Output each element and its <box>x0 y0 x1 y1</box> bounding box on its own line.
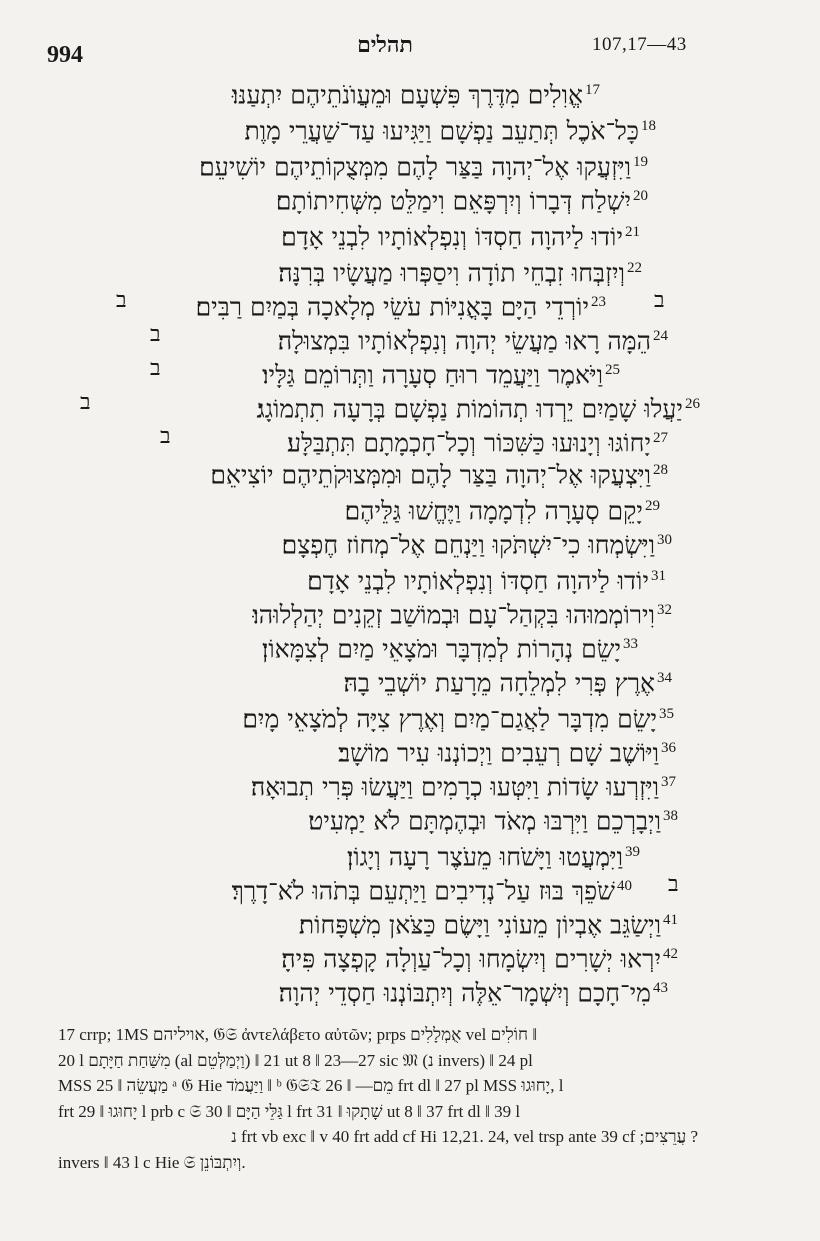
verse-number: 31 <box>651 568 666 584</box>
verse-number: 40 <box>617 878 632 894</box>
running-title: תהלים <box>357 32 413 58</box>
verse-text: יִרְאוּ יְשָׁרִים וְיִשְׂמָחוּ וְכָל־עַוְלָה קָפְצָה פִּיהָ׃ <box>281 944 661 974</box>
verse-number: 17 <box>585 82 600 98</box>
verse-number: 21 <box>625 224 640 240</box>
verse-text: יַעֲלוּ שָׁמַיִם יֵרְדוּ תְהוֹמוֹת נַפְשָׁם בְּרָעָה תִתְמוֹגָג׃ <box>256 394 683 424</box>
verse-number: 33 <box>623 636 638 652</box>
verse-text: כָּל־אֹכֶל תְּתַעֵב נַפְשָׁם וַיַּגִּיעוּ עַד־שַׁעֲרֵי מָוֶת׃ <box>244 116 639 146</box>
verse-text: שֹׁפֵךְ בּוּז עַל־נְדִיבִים וַיַּתְעֵם בְּתֹהוּ לֹא־דָרֶךְ׃ <box>231 876 615 906</box>
page-number: 994 <box>47 42 83 68</box>
verse-number: 38 <box>663 808 678 824</box>
verse-text: יָחוֹגּוּ וְיָנוּעוּ כַּשִּׁכּוֹר וְכָל־חָכְמָתָם תִּתְבַּלָּע׃ <box>287 428 651 458</box>
verse-text: וַיִּשְׂמְחוּ כִי־יִשְׁתֹּקוּ וַיַּנְחֵם אֶל־מְחוֹז חֶפְצָם׃ <box>281 530 655 560</box>
margin-mark: ב <box>160 424 171 449</box>
verse-number: 25 <box>605 362 620 378</box>
verse-number: 23 <box>591 294 606 310</box>
verse-number: 34 <box>657 670 672 686</box>
apparatus-line: 17 crrp; 1MS אויליהם, 𝔊𝔖 ἀντελάβετο αὐτῶν; prps אֻמְלָלִים vel חוֹלִים ‖ <box>58 1025 538 1044</box>
verse-line <box>279 970 668 1011</box>
verse-text: אֱוִלִים מִדֶּרֶךְ פִּשְׁעָם וּמֵעֲוֺנֹתֵיהֶם יִתְעַנּוּ׃ <box>231 80 583 110</box>
verse-number: 41 <box>663 912 678 928</box>
verse-text: יָשֵׂם נְהָרוֹת לְמִדְבָּר וּמֹצָאֵי מַיִם לְצִמָּאוֹן׃ <box>261 634 621 664</box>
verse-text: וַיּוֹשֶׁב שָׁם רְעֵבִים וַיְכוֹנְנוּ עִיר מוֹשָׁב׃ <box>338 738 659 768</box>
apparatus-line: frt יָחוּגוּ ‖ 29 l prb c 𝔖 גַּלֵּי הַיָּם ‖ 30 l frt שָׁתָקוּ ‖ 31 ut 8 ‖ 37 frt dl ‖ 39 l <box>58 1101 521 1121</box>
verse-text: וַיְבָרְכֵם וַיִּרְבּוּ מְאֹד וּבְהֶמְתָּם לֹא יַמְעִיט׃ <box>308 806 661 836</box>
apparatus-line: invers ‖ 43 l c Hie 𝔖 וְיִתְבּוֹנֵן. <box>58 1152 246 1172</box>
verse-number: 37 <box>661 774 676 790</box>
verse-number: 27 <box>653 430 668 446</box>
verse-number: 19 <box>633 154 648 170</box>
chapter-verse-reference: 107,17—43 <box>592 34 687 55</box>
verse-text: יָקֵם סְעָרָה לִדְמָמָה וַיֶּחֱשׁוּ גַּלֵּיהֶם׃ <box>344 496 643 526</box>
verse-number: 18 <box>641 118 656 134</box>
verse-text: וַיֹּאמֶר וַיַּעֲמֵד רוּחַ סְעָרָה וַתְּרוֹמֵם גַּלָּיו׃ <box>262 360 603 390</box>
apparatus-line: MSS מַעֲשֵׂה ‖ 25 ᵃ 𝔊 Hie וַיַּעֲמֹד ‖ ᵇ 𝔊𝔖𝔗 מֵם— ‖ 26 frt dl ‖ 27 pl MSS יָחוּגוּ, l <box>58 1076 564 1095</box>
verse-text: וַיִּזְרְעוּ שָׂדוֹת וַיִּטְּעוּ כְרָמִים וַיַּעֲשׂוּ פְּרִי תְבוּאָה׃ <box>250 772 659 802</box>
verse-text: יוֹדוּ לַיהוָה חַסְדּוֹ וְנִפְלְאוֹתָיו לִבְנֵי אָדָם׃ <box>281 222 623 252</box>
verse-number: 42 <box>663 946 678 962</box>
verse-number: 35 <box>659 706 674 722</box>
verse-number: 20 <box>633 188 648 204</box>
verse-text: וִירוֹמְמוּהוּ בִּקְהַל־עָם וּבְמוֹשַׁב זְקֵנִים יְהַלְלוּהוּ׃ <box>252 600 655 630</box>
verse-text: וַיִּצְעֲקוּ אֶל־יְהוָה בַּצַּר לָהֶם וּמִמְּצוּקֹתֵיהֶם יוֹצִיאֵם׃ <box>210 460 651 490</box>
verse-text: יִשְׁלַח דְּבָרוֹ וְיִרְפָּאֵם וִימַלֵּט מִשְּׁחִיתוֹתָם׃ <box>275 186 631 216</box>
verse-number: 43 <box>653 980 668 996</box>
verse-text: יוֹרְדֵי הַיָּם בָּאֳנִיּוֹת עֹשֵׂי מְלָאכָה בְּמַיִם רַבִּים׃ <box>195 292 589 322</box>
verse-text: יוֹדוּ לַיהוָה חַסְדּוֹ וְנִפְלְאוֹתָיו לִבְנֵי אָדָם׃ <box>307 566 649 596</box>
verse-number: 36 <box>661 740 676 756</box>
verse-text: וְיִזְבְּחוּ זִבְחֵי תוֹדָה וִיסַפְּרוּ מַעֲשָׂיו בְּרִנָּה׃ <box>278 258 625 288</box>
verse-text: אֶרֶץ פְּרִי לִמְלֵחָה מֵרָעַת יוֹשְׁבֵי בָהּ׃ <box>343 668 655 698</box>
apparatus-line: 20 l מִשַּׁחַת חַיָּתָם (al וַיְמַלְּטֵם) ‖ 21 ut 8 ‖ 23—27 sic 𝔐 (נ invers) ‖ 24 pl <box>58 1050 533 1070</box>
verse-text: וַיִּזְעֲקוּ אֶל־יְהוָה בַּצַּר לָהֶם מִמְּצֻקוֹתֵיהֶם יוֹשִׁיעֵם׃ <box>199 152 631 182</box>
verse-number: 29 <box>645 498 660 514</box>
critical-apparatus <box>58 1022 698 1175</box>
margin-mark: ב <box>150 356 161 381</box>
verse-number: 30 <box>657 532 672 548</box>
margin-mark: ב <box>150 322 161 347</box>
verse-number: 28 <box>653 462 668 478</box>
verse-number: 26 <box>685 396 700 412</box>
verse-number: 24 <box>653 328 668 344</box>
apparatus-line: ? עֲרֵצִים; frt vb exc ‖ v 40 frt add cf Hi 12,21. 24, vel trsp ante 39 cf נ <box>231 1127 698 1146</box>
verse-number: 22 <box>627 260 642 276</box>
verse-text: וַיִּמְעֲטוּ וַיָּשֹׁחוּ מֵעֹצֶר רָעָה וְיָגוֹן׃ <box>346 842 623 872</box>
margin-mark: ב <box>654 288 665 313</box>
verse-number: 32 <box>657 602 672 618</box>
verse-text: מִי־חָכָם וְיִשְׁמָר־אֵלֶּה וְיִתְבּוֹנְנוּ חַסְדֵי יְהוָה׃ <box>278 978 651 1008</box>
margin-mark: ב <box>668 872 679 897</box>
verse-text: יָשֵׂם מִדְבָּר לַאֲגַם־מַיִם וְאֶרֶץ צִיָּה לְמֹצָאֵי מָיִם׃ <box>242 704 657 734</box>
margin-mark: ב <box>80 390 91 415</box>
verse-text: הֵמָּה רָאוּ מַעֲשֵׂי יְהוָה וְנִפְלְאוֹתָיו בִּמְצוּלָה׃ <box>277 326 651 356</box>
verse-text: וַיְשַׂגֵּב אֶבְיוֹן מֵעוֹנִי וַיָּשֶׂם כַּצֹּאן מִשְׁפָּחוֹת׃ <box>298 910 661 940</box>
margin-mark: ב <box>116 288 127 313</box>
verse-number: 39 <box>625 844 640 860</box>
